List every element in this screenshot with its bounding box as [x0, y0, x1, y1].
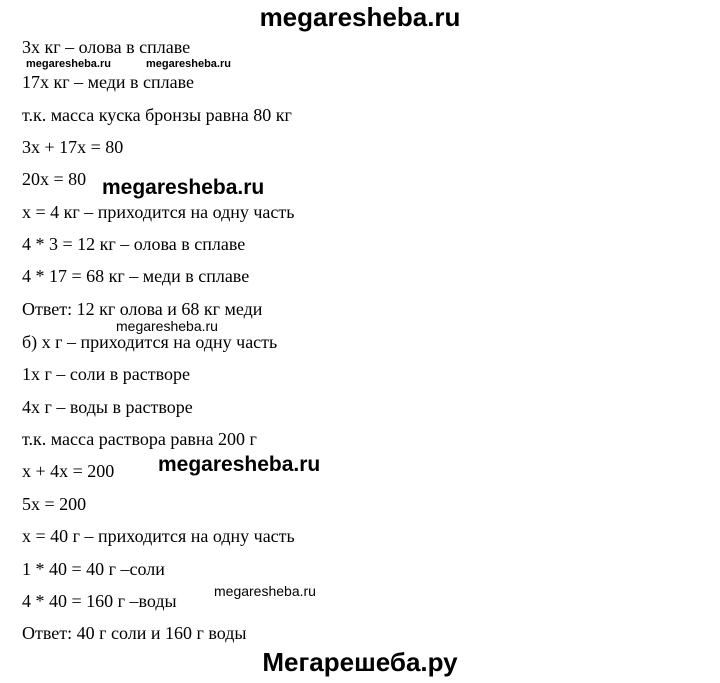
solution-line: х = 40 г – приходится на одну часть	[22, 526, 295, 546]
solution-line: Ответ: 12 кг олова и 68 кг меди	[22, 299, 263, 319]
solution-line: т.к. масса раствора равна 200 г	[22, 429, 257, 449]
solution-line: 1х г – соли в растворе	[22, 364, 190, 384]
solution-line: 4 * 17 = 68 кг – меди в сплаве	[22, 266, 250, 286]
watermark: megaresheba.ru	[26, 58, 111, 70]
solution-line: 4 * 40 = 160 г –воды	[22, 591, 177, 611]
solution-line: б) х г – приходится на одну часть	[22, 332, 278, 352]
watermark: megaresheba.ru	[146, 58, 231, 70]
site-header-watermark: megaresheba.ru	[259, 2, 461, 32]
watermark: megaresheba.ru	[102, 176, 265, 199]
solution-line: х + 4х = 200	[22, 461, 115, 481]
solution-line: 4 * 3 = 12 кг – олова в сплаве	[22, 234, 246, 254]
watermark: megaresheba.ru	[214, 583, 316, 599]
solution-line: 20х = 80	[22, 169, 87, 189]
solution-line: 1 * 40 = 40 г –соли	[22, 559, 165, 579]
site-footer-watermark: Мегарешеба.ру	[262, 647, 458, 677]
watermark: megaresheba.ru	[116, 318, 218, 334]
solution-line: 3х кг – олова в сплаве	[22, 37, 191, 57]
solution-line: т.к. масса куска бронзы равна 80 кг	[22, 105, 292, 125]
solution-line: 17х кг – меди в сплаве	[22, 72, 195, 92]
solution-line: 3х + 17х = 80	[22, 137, 124, 157]
watermark: megaresheba.ru	[158, 453, 321, 476]
solution-line: Ответ: 40 г соли и 160 г воды	[22, 623, 247, 643]
solution-line: х = 4 кг – приходится на одну часть	[22, 202, 295, 222]
solution-line: 4х г – воды в растворе	[22, 397, 193, 417]
solution-line: 5х = 200	[22, 494, 87, 514]
